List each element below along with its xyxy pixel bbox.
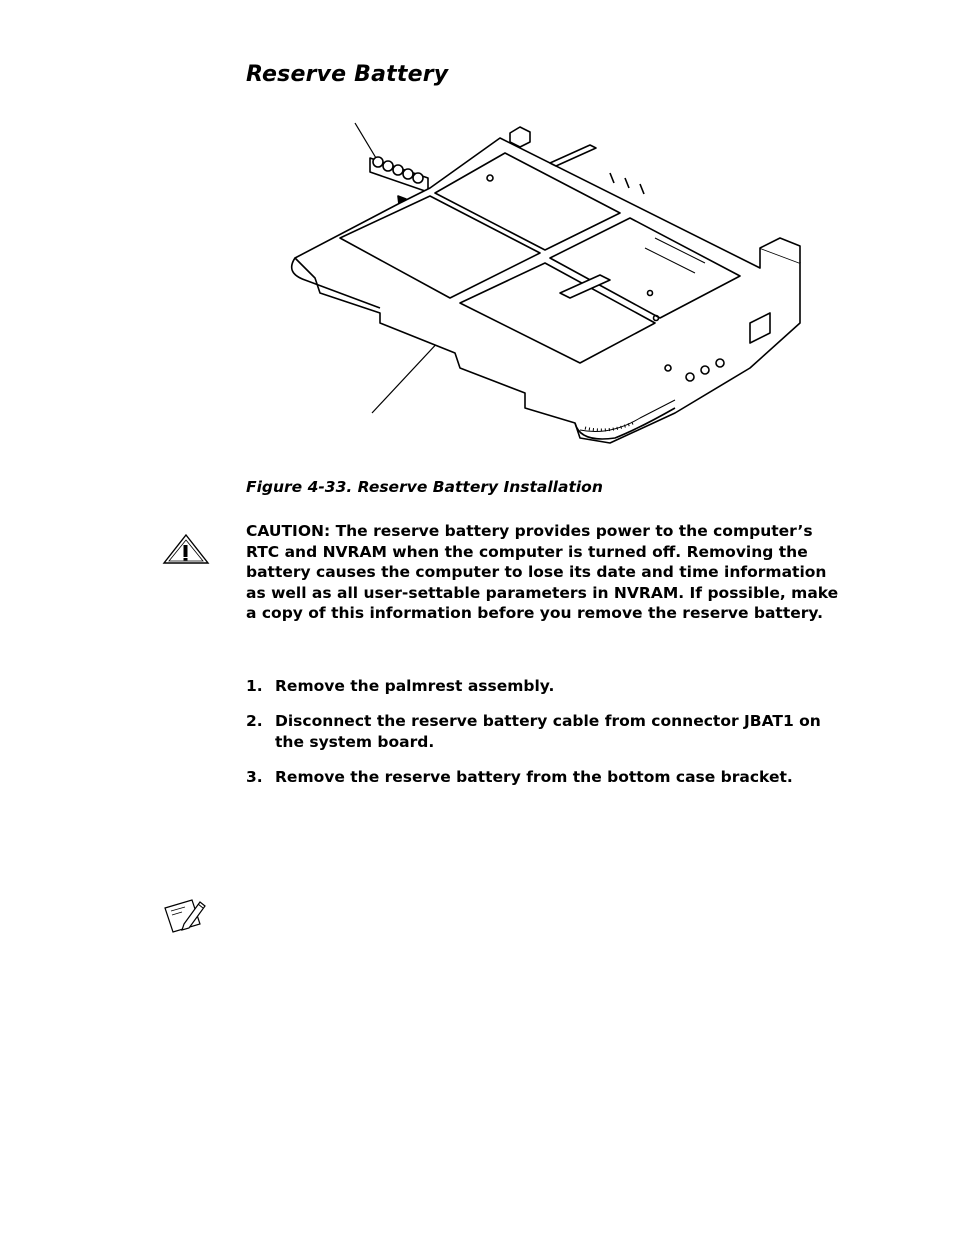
step-text: Disconnect the reserve battery cable from connector JBAT1 on the system board. [275, 712, 821, 751]
step-number: 1. [246, 677, 263, 695]
caution-label: CAUTION: [246, 522, 331, 540]
step-number: 2. [246, 712, 263, 730]
step-2 [246, 711, 846, 752]
step-text: Remove the reserve battery from the bottom case bracket. [275, 768, 793, 786]
caution-body: The reserve battery provides power to the computer’s RTC and NVRAM when the computer is turned off. Removing the battery causes the computer to lose its date and time information as well as all user-settable parameters in NVRAM. If possible, make a copy of this information before you remove the reserve battery. [246, 522, 839, 622]
step-1 [246, 676, 846, 697]
section-title: Reserve Battery [246, 62, 449, 87]
step-text: Remove the palmrest assembly. [275, 677, 555, 695]
reserve-battery-illustration [280, 118, 810, 463]
figure-caption: Figure 4-33. Reserve Battery Installation [246, 478, 603, 496]
caution-triangle-icon [162, 533, 210, 565]
caution-notice [246, 521, 846, 624]
step-number: 3. [246, 768, 263, 786]
note-pencil-icon [162, 896, 208, 936]
step-3 [246, 767, 846, 788]
